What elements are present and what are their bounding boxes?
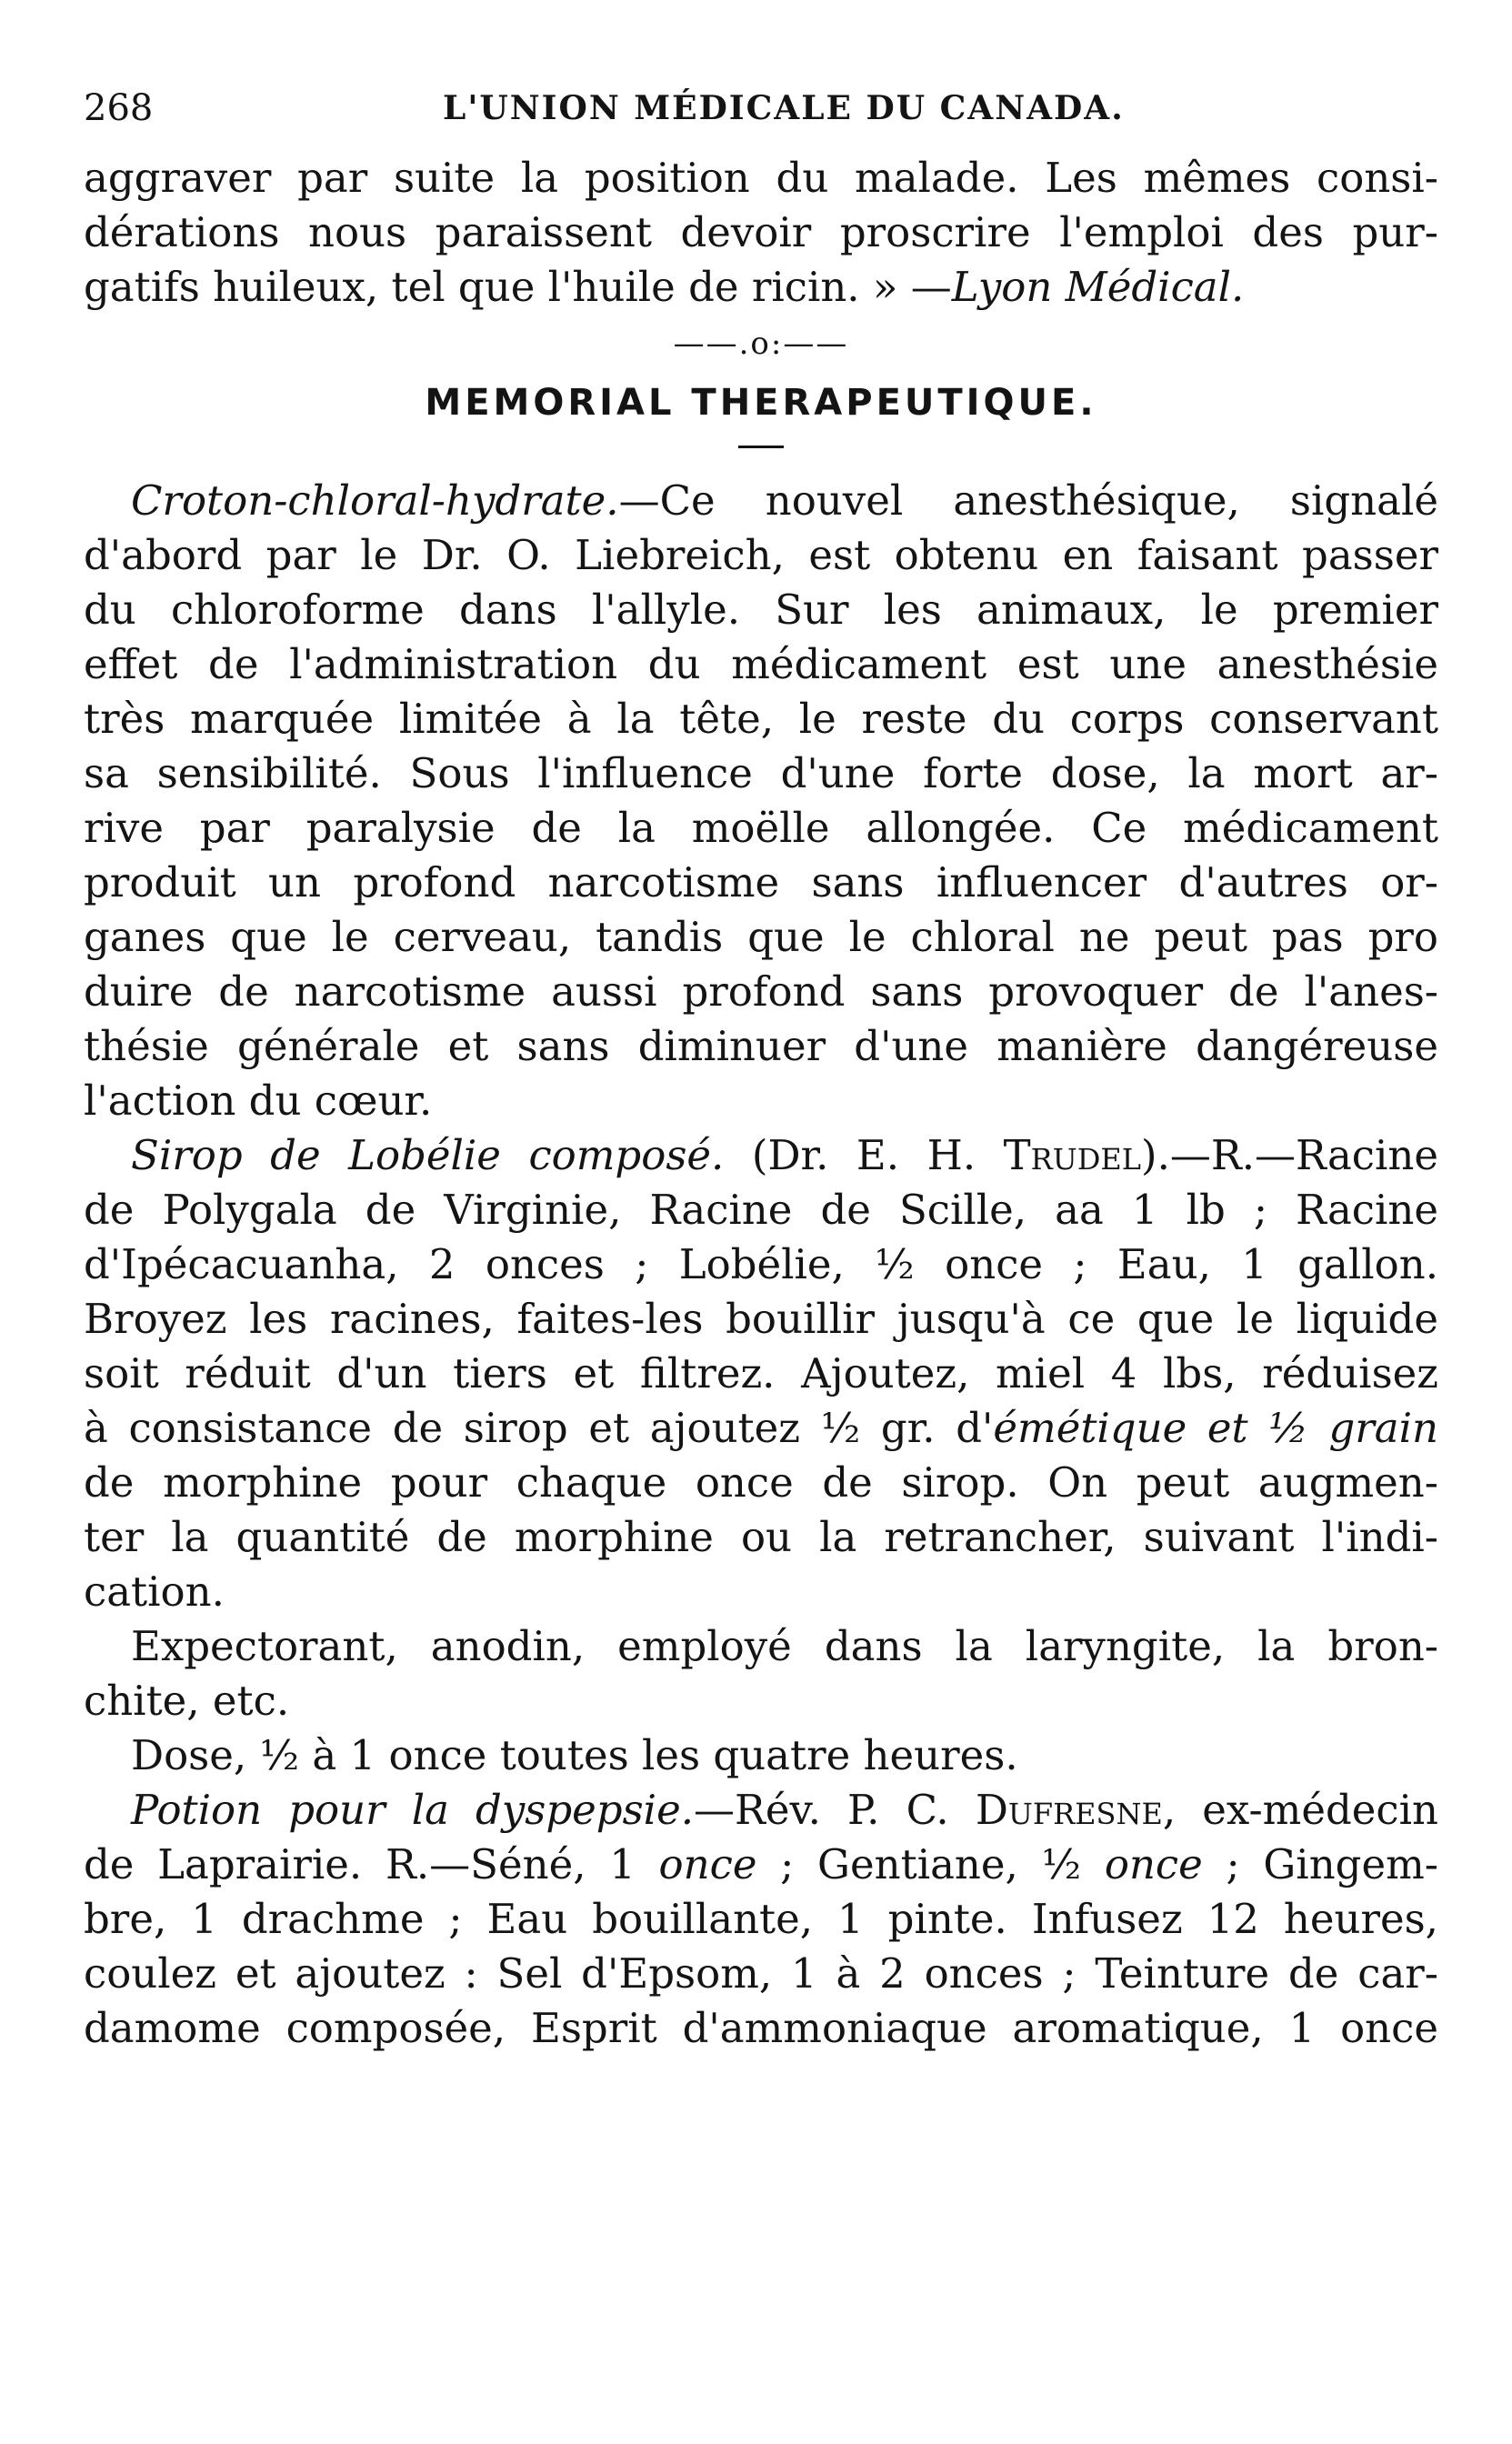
text-line: Expectorant, anodin, employé dans la laryngite, la bron- <box>131 1622 1438 1670</box>
entry-croton-first-line: Croton-chloral-hydrate.—Ce nouvel anesthésique, signalé <box>131 476 1438 525</box>
text-line: ganes que le cerveau, tandis que le chloral ne peut pas pro <box>84 913 1438 961</box>
text-line: coulez et ajoutez : Sel d'Epsom, 1 à 2 onces ; Teinture de car- <box>84 1949 1438 1998</box>
page-number: 268 <box>84 87 154 129</box>
source-citation: Lyon Médical. <box>951 263 1245 311</box>
document-page <box>84 80 1438 2056</box>
entry-heading: Croton-chloral-hydrate. <box>131 476 619 525</box>
section-title: MEMORIAL THERAPEUTIQUE. <box>425 382 1097 424</box>
author-name: Dufresne <box>975 1786 1163 1834</box>
text-line: l'action du cœur. <box>84 1077 433 1125</box>
text-line: de Polygala de Virginie, Racine de Scille, aa 1 lb ; Racine <box>84 1186 1438 1234</box>
entry-heading: Sirop de Lobélie composé. <box>131 1131 725 1179</box>
text-line: thésie générale et sans diminuer d'une manière dangéreuse <box>84 1022 1438 1070</box>
text-line: d'Ipécacuanha, 2 onces ; Lobélie, ½ once ; Eau, 1 gallon. <box>84 1240 1438 1288</box>
text-line: cation. <box>84 1568 225 1616</box>
text-line: Dose, ½ à 1 once toutes les quatre heures. <box>131 1731 1018 1779</box>
text-line: à consistance de sirop et ajoutez ½ gr. d'émétique et ½ grain <box>84 1404 1439 1452</box>
entry-heading: Potion pour la dyspepsie. <box>131 1786 695 1834</box>
running-head <box>84 80 1438 136</box>
text-line: effet de l'administration du médicament est une anesthésie <box>84 640 1438 688</box>
text-line: bre, 1 drachme ; Eau bouillante, 1 pinte. Infusez 12 heures, <box>84 1895 1438 1943</box>
text-line: gatifs huileux, tel que l'huile de ricin. » —Lyon Médical. <box>84 263 1245 311</box>
title-rule <box>738 446 784 448</box>
entry-potion-first-line: Potion pour la dyspepsie.—Rév. P. C. Dufresne, ex-médecin <box>131 1786 1438 1834</box>
text-line: rive par paralysie de la moëlle allongée. Ce médicament <box>84 804 1438 852</box>
journal-title: L'UNION MÉDICALE DU CANADA. <box>443 89 1125 127</box>
text-line: soit réduit d'un tiers et filtrez. Ajoutez, miel 4 lbs, réduisez <box>84 1349 1438 1397</box>
section-separator: ——.o:—— <box>673 326 849 362</box>
text-line: très marquée limitée à la tête, le reste du corps conservant <box>84 695 1438 743</box>
text-line: de Laprairie. R.—Séné, 1 once ; Gentiane, ½ once ; Gingem- <box>84 1840 1438 1888</box>
text-line: du chloroforme dans l'allyle. Sur les animaux, le premier <box>84 586 1438 634</box>
text-line: dérations nous paraissent devoir proscrire l'emploi des pur- <box>84 208 1438 256</box>
text-line: aggraver par suite la position du malade. Les mêmes consi- <box>84 154 1438 202</box>
text-line: duire de narcotisme aussi profond sans provoquer de l'anes- <box>84 967 1438 1016</box>
text-line: Broyez les racines, faites-les bouillir jusqu'à ce que le liquide <box>84 1295 1438 1343</box>
author-name: Trudel <box>1003 1131 1142 1179</box>
text-line: produit un profond narcotisme sans influencer d'autres or- <box>84 858 1438 906</box>
text-line: de morphine pour chaque once de sirop. On peut augmen- <box>84 1458 1438 1507</box>
entry-sirop-first-line: Sirop de Lobélie composé. (Dr. E. H. Trudel).—R.—Racine <box>131 1131 1439 1179</box>
text-line: sa sensibilité. Sous l'influence d'une forte dose, la mort ar- <box>84 749 1438 797</box>
text-line: ter la quantité de morphine ou la retrancher, suivant l'indi- <box>84 1513 1438 1561</box>
text-line: damome composée, Esprit d'ammoniaque aromatique, 1 once <box>84 2004 1438 2052</box>
text-line: chite, etc. <box>84 1677 290 1725</box>
text-line: d'abord par le Dr. O. Liebreich, est obtenu en faisant passer <box>84 531 1438 579</box>
